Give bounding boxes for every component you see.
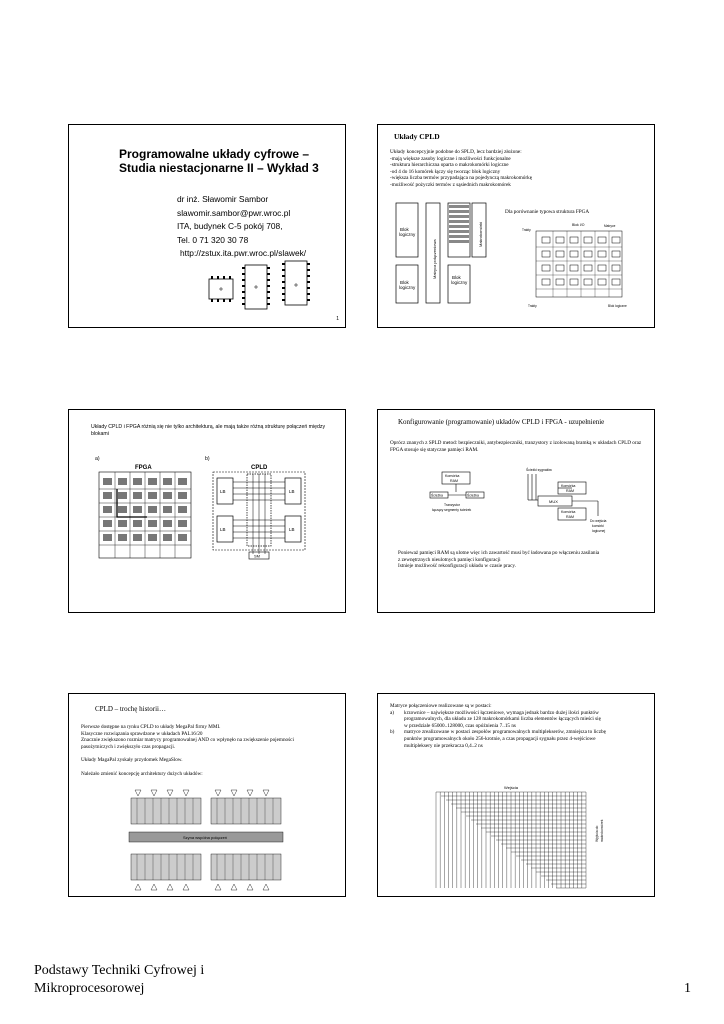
label-a: a) [95, 456, 100, 462]
slide-title: CPLD – trochę historii… [95, 705, 166, 713]
footer-page-number: 1 [684, 981, 691, 996]
slide-title: Układy CPLD [394, 132, 440, 141]
svg-text:RAM: RAM [566, 515, 574, 519]
address: ITA, budynek C-5 pokój 708, [177, 221, 283, 232]
outputs-label: Wyjścia do [595, 825, 599, 842]
phone: Tel. 0 71 320 30 78 [177, 234, 249, 245]
signals-label: Ścieżki sygnałów [526, 468, 552, 472]
shared-bus-label: Szyna wspólna połączeń [183, 835, 228, 840]
title-line-2: Studia niestacjonarne II – Wykład 3 [119, 161, 319, 175]
svg-text:logicznej: logicznej [592, 529, 606, 533]
line: -większa liczba termów przypadająca na pojedynczą makrokomórkę [390, 175, 533, 182]
fpga-interconnect-diagram [95, 462, 195, 562]
svg-text:łączący segmenty ścieżek: łączący segmenty ścieżek [432, 508, 472, 512]
trakty-pionowe-label: Trakty [528, 304, 537, 308]
slide-text [390, 703, 652, 749]
author-info [177, 193, 306, 261]
page-number: 1 [336, 316, 339, 322]
ram-cell-3: Komórka [561, 510, 576, 514]
ram-cell-2: Komórka [561, 484, 576, 488]
fpga-structure-diagram [522, 221, 632, 313]
line: pasożytniczych i zwiększyło czas propagacji. [81, 743, 176, 750]
svg-text:LB: LB [289, 489, 295, 494]
svg-text:komórki: komórki [592, 524, 604, 528]
description-list [390, 149, 532, 189]
line: -możliwość pożyczki termów z sąsiednich makrokomórek [390, 181, 511, 188]
cpld-structure-diagram [394, 199, 490, 307]
item-b-label: b) [390, 729, 395, 736]
note [398, 550, 599, 570]
svg-text:RAM: RAM [450, 479, 458, 483]
svg-text:LB: LB [220, 527, 226, 532]
history-text [81, 724, 339, 778]
ram-config-diagram [428, 466, 628, 538]
blok-logiczny-3: Blok [452, 275, 461, 280]
fpga-label: FPGA [135, 465, 152, 471]
svg-text:RAM: RAM [566, 489, 574, 493]
megapal-architecture-diagram [127, 788, 287, 892]
architecture-line: Należało zmienić koncepcję architektury dużych układów: [81, 770, 203, 777]
blok-io-label: Blok I/O [572, 223, 585, 227]
url[interactable]: http://zstux.ita.pwr.wroc.pl/slawek/ [180, 248, 307, 259]
blok-logiczny-1: Blok [400, 227, 409, 232]
inputs-label: Wejścia [504, 785, 518, 790]
slide-title [119, 147, 319, 175]
label-b: b) [205, 456, 210, 462]
line: Znacznie zwiększono rozmiar matrycy programowalnej AND co wpłynęło na zwiększenie pojemności [81, 737, 294, 744]
slide-text: Układy CPLD i FPGA różnią się nie tylko architekturą, ale mają także różną strukturę połączeń między blokami [91, 424, 326, 437]
item-b-line: matryce zrealizowane w postaci zespołów programowalnych multiplekserów, zmniejsza to liczbę [404, 729, 606, 736]
line: -struktura hierarchiczna oparta o makrokomórki logiczne [390, 162, 509, 169]
blok-logiczne-label: Blok logiczne [608, 304, 627, 308]
line: Układy koncepcyjnie podobne do SPLD, lecz bardziej złożone: [390, 149, 522, 155]
svg-text:logiczny: logiczny [399, 285, 416, 290]
ram-cell-1: Komórka [445, 474, 460, 478]
author: dr inż. Sławomir Sambor [177, 194, 269, 204]
path-1: Ścieżka [431, 493, 443, 498]
note-line: Ponieważ pamięci RAM są ulotne więc ich zawartość musi być ładowana po włączeniu zasilania [398, 550, 600, 556]
svg-text:LB: LB [289, 527, 295, 532]
svg-text:logiczny: logiczny [399, 232, 416, 237]
transistor-label: Tranzystor [444, 503, 460, 507]
note-line: Istnieje możliwość rekonfiguracji układu w czasie pracy. [398, 563, 516, 570]
blok-logiczny-2: Blok [400, 280, 409, 285]
path-2: Ścieżka [467, 493, 479, 498]
sm-label: SM [254, 553, 260, 559]
crossbar-diagram [426, 784, 606, 894]
footer-line-2: Mikroprocesorowej [34, 981, 145, 996]
slide-3 [68, 409, 346, 613]
cpld-label: CPLD [251, 465, 268, 471]
makrokomorki-label: Makrokomórki [478, 221, 483, 247]
svg-text:makrokomórek: makrokomórek [600, 819, 604, 842]
line: Klasyczne rozwiązania sprawdzone w układach PAL16/20 [81, 730, 203, 737]
megaslow-line: Układy MagaPal zyskały przydomek MegaSlow. [81, 757, 183, 764]
matryce-label: Matryce [604, 224, 616, 228]
input-label: Do wejścia [590, 519, 607, 523]
line: -mają większe zasoby logiczne i możliwości funkcjonalne [390, 155, 511, 162]
trakty-poziome-label: Trakty [522, 228, 531, 232]
item-a-line: krzownice – największe możliwości łączeniowe, wymaga jednak bardzo dużej ilości punktów [404, 709, 599, 716]
lb-label: LB [220, 489, 226, 494]
intro: Matryce połączeniowe realizowane są w postaci: [390, 703, 492, 709]
cpld-interconnect-diagram [209, 462, 309, 562]
line: -od 4 do 16 komórek łączy się tworząc blok logiczny [390, 168, 501, 175]
svg-text:logiczny: logiczny [451, 280, 468, 285]
item-a-line: programowalnych, dla układu ze 128 makrokomórkami liczba elementów łączących mieści się [404, 716, 601, 723]
footer-line-1: Podstawy Techniki Cyfrowej i [34, 963, 205, 978]
title-line-1: Programowalne układy cyfrowe – [119, 147, 310, 161]
item-a-line: w przedziale 65000..128000, czas opóźnienia 7..15 ns [404, 722, 516, 729]
slide-title: Konfigurowanie (programowanie) układów CPLD i FPGA - uzupełnienie [398, 418, 605, 426]
item-b-line: punktów programowalnych około 256-krotnie, a czas propagacji sygnału przez 4-wejściowe [404, 735, 596, 742]
slide-1 [68, 124, 346, 328]
slide-text: Oprócz znanych z SPLD metod: bezpieczniki, antybezpieczniki, tranzystory z izolowaną bramką w układach CPLD oraz FPGA stosuje się statyczne pamięci RAM. [390, 440, 642, 453]
footer-title [34, 962, 204, 998]
slide-5 [68, 693, 346, 897]
line: Pierwsze dostępne na rynku CPLD to układy MegaPal firmy MMI. [81, 724, 221, 730]
chip-illustration [207, 257, 337, 313]
note-line: z zewnętrznych nieulotnych pamięci konfiguracji [398, 556, 501, 563]
slide-4 [377, 409, 655, 613]
item-b-line: multipleksery nie przekracza 0,4..2 ns [404, 742, 483, 749]
mux-label: MUX [549, 499, 558, 504]
email[interactable]: slawomir.sambor@pwr.wroc.pl [177, 207, 291, 218]
item-a-label: a) [390, 709, 395, 716]
fpga-note: Dla porównanie typowa struktura FPGA [505, 209, 590, 215]
slide-2 [377, 124, 655, 328]
matryca-label: Matryca połączeniowa [432, 239, 437, 279]
slide-6 [377, 693, 655, 897]
